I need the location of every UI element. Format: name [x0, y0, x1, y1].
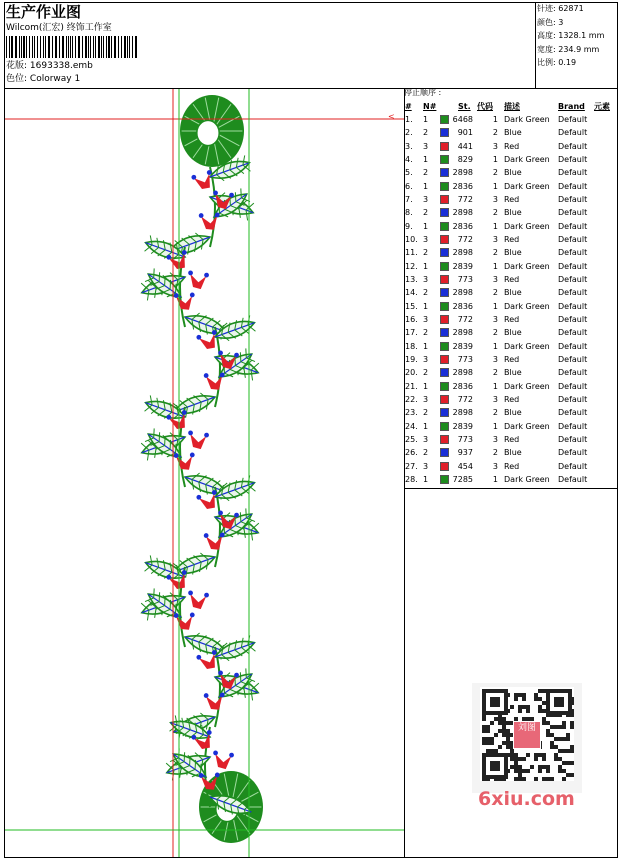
flower-bud	[173, 291, 195, 310]
row-needle: 1	[423, 154, 429, 164]
row-code: 3	[492, 394, 498, 404]
sequence-row	[404, 153, 618, 166]
row-index: 28.	[405, 474, 418, 484]
company-name: Wilcom(汇宏) 终饰工作室	[6, 23, 112, 33]
sequence-row	[404, 353, 618, 366]
sequence-row	[404, 366, 618, 379]
col-header-element: 元素	[594, 102, 610, 111]
color-swatch	[440, 395, 449, 404]
row-code: 3	[492, 461, 498, 471]
row-needle: 2	[423, 288, 429, 298]
row-index: 23.	[405, 408, 418, 418]
row-stitches: 441	[457, 141, 473, 151]
spec-height	[537, 31, 604, 45]
vine-motifs	[139, 95, 263, 843]
sequence-row	[404, 300, 618, 313]
row-description: Dark Green	[504, 181, 550, 191]
row-description: Blue	[504, 328, 522, 338]
barcode	[6, 36, 140, 58]
row-needle: 2	[423, 208, 429, 218]
row-code: 1	[492, 421, 498, 431]
flower-bud	[203, 371, 225, 390]
row-needle: 3	[423, 234, 429, 244]
color-swatch	[440, 448, 449, 457]
row-description: Blue	[504, 168, 522, 178]
row-stitches: 937	[457, 448, 473, 458]
row-brand: Default	[558, 181, 588, 191]
sequence-row	[404, 220, 618, 233]
row-description: Dark Green	[504, 261, 550, 271]
color-swatch	[440, 342, 449, 351]
vine-stem	[215, 647, 220, 727]
row-index: 8.	[405, 208, 413, 218]
row-description: Blue	[504, 248, 522, 258]
color-swatch	[440, 235, 449, 244]
row-code: 3	[492, 141, 498, 151]
qr-center-logo: 刘图	[513, 721, 541, 749]
sequence-row	[404, 420, 618, 433]
row-brand: Default	[558, 234, 588, 244]
row-code: 1	[492, 341, 498, 351]
sequence-row	[404, 393, 618, 406]
row-stitches: 772	[457, 394, 473, 404]
row-stitches: 772	[457, 234, 473, 244]
row-index: 5.	[405, 168, 413, 178]
spec-stitches	[537, 4, 604, 18]
flower-bud	[191, 170, 215, 191]
row-needle: 3	[423, 354, 429, 364]
row-description: Red	[504, 274, 520, 284]
row-description: Red	[504, 354, 520, 364]
sequence-row	[404, 273, 618, 286]
guide-arrow-marker: <	[388, 112, 395, 121]
sequence-row	[404, 433, 618, 446]
row-brand: Default	[558, 248, 588, 258]
row-brand: Default	[558, 141, 588, 151]
row-needle: 1	[423, 115, 429, 124]
sequence-row	[404, 180, 618, 193]
row-description: Blue	[504, 448, 522, 458]
row-code: 1	[492, 381, 498, 391]
color-swatch	[440, 315, 449, 324]
color-swatch	[440, 328, 449, 337]
row-brand: Default	[558, 194, 588, 204]
row-code: 2	[492, 208, 498, 218]
color-swatch	[440, 168, 449, 177]
sequence-row	[404, 166, 618, 179]
row-brand: Default	[558, 354, 588, 364]
row-code: 1	[492, 261, 498, 271]
row-stitches: 829	[457, 154, 473, 164]
embroidery-design	[5, 89, 404, 857]
row-brand: Default	[558, 394, 588, 404]
flower-bud	[198, 211, 220, 230]
row-code: 3	[492, 354, 498, 364]
spec-value: 1328.1 mm	[558, 31, 605, 41]
row-stitches: 2898	[452, 368, 473, 378]
row-brand: Default	[558, 208, 588, 218]
spec-label: 宽度:	[537, 44, 556, 54]
row-brand: Default	[558, 408, 588, 418]
row-stitches: 772	[457, 194, 473, 204]
flower-bud	[203, 531, 225, 550]
color-swatch	[440, 222, 449, 231]
color-swatch	[440, 435, 449, 444]
row-brand: Default	[558, 434, 588, 444]
spec-value: 0.19	[558, 58, 577, 68]
color-swatch	[440, 275, 449, 284]
row-code: 1	[492, 474, 498, 484]
spec-list	[537, 4, 604, 72]
row-code: 2	[492, 368, 498, 378]
row-needle: 1	[423, 341, 429, 351]
row-description: Dark Green	[504, 221, 550, 231]
row-stitches: 2836	[452, 221, 473, 231]
row-code: 1	[492, 115, 498, 124]
sequence-row	[404, 206, 618, 219]
sequence-row	[404, 446, 618, 459]
color-swatch	[440, 182, 449, 191]
col-header-brand: Brand	[558, 102, 585, 111]
sequence-row	[404, 126, 618, 139]
col-header-desc: 描述	[504, 102, 520, 111]
row-stitches: 2839	[452, 341, 473, 351]
row-code: 2	[492, 248, 498, 258]
row-needle: 2	[423, 328, 429, 338]
row-index: 4.	[405, 154, 413, 164]
row-stitches: 2898	[452, 328, 473, 338]
row-code: 1	[492, 154, 498, 164]
row-stitches: 2898	[452, 168, 473, 178]
sequence-row	[404, 406, 618, 419]
row-description: Dark Green	[504, 341, 550, 351]
row-code: 1	[492, 181, 498, 191]
row-code: 3	[492, 314, 498, 324]
row-brand: Default	[558, 368, 588, 378]
row-stitches: 2898	[452, 288, 473, 298]
row-index: 12.	[405, 261, 418, 271]
row-description: Dark Green	[504, 474, 550, 484]
flower-bud	[203, 691, 225, 710]
sequence-row	[404, 140, 618, 153]
row-stitches: 7285	[452, 474, 473, 484]
design-label: 花版:	[6, 61, 28, 71]
row-needle: 1	[423, 261, 429, 271]
row-stitches: 2836	[452, 181, 473, 191]
color-swatch	[440, 115, 449, 124]
row-index: 9.	[405, 221, 413, 231]
row-brand: Default	[558, 461, 588, 471]
row-brand: Default	[558, 221, 588, 231]
row-index: 18.	[405, 341, 418, 351]
row-needle: 3	[423, 461, 429, 471]
colorway-label: 色位:	[6, 74, 28, 84]
row-code: 3	[492, 434, 498, 444]
row-description: Red	[504, 141, 520, 151]
row-needle: 2	[423, 168, 429, 178]
colorway-value: Colorway 1	[29, 74, 81, 84]
row-brand: Default	[558, 154, 588, 164]
row-index: 27.	[405, 461, 418, 471]
row-code: 1	[492, 301, 498, 311]
row-needle: 1	[423, 181, 429, 191]
row-index: 17.	[405, 328, 418, 338]
row-needle: 1	[423, 421, 429, 431]
row-needle: 2	[423, 368, 429, 378]
design-file-value: 1693338.emb	[29, 61, 93, 71]
row-description: Red	[504, 394, 520, 404]
color-swatch	[440, 382, 449, 391]
col-header-st: St.	[458, 102, 471, 111]
rose-motif	[180, 95, 244, 167]
row-index: 10.	[405, 234, 418, 244]
color-swatch	[440, 408, 449, 417]
sequence-title: 停止顺序 :	[404, 88, 442, 97]
color-swatch	[440, 288, 449, 297]
row-brand: Default	[558, 328, 588, 338]
color-swatch	[440, 155, 449, 164]
row-brand: Default	[558, 115, 588, 124]
row-stitches: 2839	[452, 261, 473, 271]
row-index: 1.	[405, 115, 413, 124]
page-title: 生产作业图	[6, 3, 82, 21]
spec-value: 234.9 mm	[558, 44, 600, 54]
row-description: Blue	[504, 128, 522, 138]
row-needle: 2	[423, 128, 429, 138]
row-index: 7.	[405, 194, 413, 204]
row-code: 2	[492, 328, 498, 338]
vine-stem	[215, 327, 220, 407]
row-description: Red	[504, 234, 520, 244]
row-index: 6.	[405, 181, 413, 191]
row-stitches: 454	[457, 461, 473, 471]
row-index: 15.	[405, 301, 418, 311]
color-swatch	[440, 142, 449, 151]
row-index: 16.	[405, 314, 418, 324]
row-description: Blue	[504, 408, 522, 418]
sequence-row	[404, 326, 618, 339]
spec-label: 针迹:	[537, 4, 556, 13]
row-needle: 2	[423, 408, 429, 418]
row-brand: Default	[558, 128, 588, 138]
color-swatch	[440, 302, 449, 311]
sequence-row	[404, 246, 618, 259]
color-swatch	[440, 128, 449, 137]
row-index: 3.	[405, 141, 413, 151]
row-index: 2.	[405, 128, 413, 138]
spec-label: 高度:	[537, 31, 556, 41]
flower-bud	[185, 268, 210, 290]
spec-value: 62871	[558, 4, 584, 13]
flower-bud	[185, 588, 210, 610]
row-needle: 1	[423, 301, 429, 311]
row-description: Red	[504, 314, 520, 324]
row-stitches: 2898	[452, 248, 473, 258]
row-index: 19.	[405, 354, 418, 364]
sequence-row	[404, 313, 618, 326]
row-description: Red	[504, 461, 520, 471]
col-header-n: N#	[423, 102, 437, 111]
row-stitches: 2898	[452, 408, 473, 418]
row-code: 2	[492, 448, 498, 458]
watermark-text: 6xiu.com	[478, 788, 575, 810]
color-swatch	[440, 262, 449, 271]
row-code: 2	[492, 168, 498, 178]
colorway	[6, 74, 80, 85]
vine-stem	[215, 487, 220, 567]
row-needle: 3	[423, 394, 429, 404]
flower-bud	[173, 611, 195, 630]
row-needle: 2	[423, 248, 429, 258]
row-index: 14.	[405, 288, 418, 298]
vine-stem	[210, 167, 215, 247]
row-stitches: 901	[457, 128, 473, 138]
row-description: Dark Green	[504, 301, 550, 311]
spec-scale	[537, 58, 604, 72]
row-brand: Default	[558, 314, 588, 324]
sequence-row	[404, 380, 618, 393]
row-index: 13.	[405, 274, 418, 284]
row-description: Dark Green	[504, 154, 550, 164]
design-file	[6, 61, 93, 72]
color-swatch	[440, 208, 449, 217]
row-brand: Default	[558, 301, 588, 311]
row-description: Blue	[504, 208, 522, 218]
row-brand: Default	[558, 274, 588, 284]
row-description: Blue	[504, 288, 522, 298]
row-index: 26.	[405, 448, 418, 458]
col-header-code: 代码	[477, 102, 493, 111]
sequence-row	[404, 473, 618, 486]
row-code: 2	[492, 288, 498, 298]
spec-value: 3	[558, 17, 564, 27]
row-stitches: 773	[457, 274, 473, 284]
row-code: 2	[492, 128, 498, 138]
row-brand: Default	[558, 448, 588, 458]
row-stitches: 2836	[452, 381, 473, 391]
row-stitches: 2839	[452, 421, 473, 431]
row-stitches: 773	[457, 434, 473, 444]
flower-bud	[173, 451, 195, 470]
sequence-row	[404, 113, 618, 126]
row-stitches: 2898	[452, 208, 473, 218]
row-stitches: 773	[457, 354, 473, 364]
row-code: 2	[492, 408, 498, 418]
row-brand: Default	[558, 168, 588, 178]
color-swatch	[440, 195, 449, 204]
row-description: Red	[504, 194, 520, 204]
row-needle: 3	[423, 194, 429, 204]
row-description: Dark Green	[504, 115, 550, 124]
row-brand: Default	[558, 341, 588, 351]
row-needle: 3	[423, 274, 429, 284]
row-needle: 3	[423, 314, 429, 324]
row-description: Red	[504, 434, 520, 444]
color-swatch	[440, 355, 449, 364]
row-index: 11.	[405, 248, 418, 258]
row-description: Dark Green	[504, 381, 550, 391]
sequence-row	[404, 193, 618, 206]
row-needle: 3	[423, 434, 429, 444]
row-needle: 1	[423, 221, 429, 231]
sequence-row	[404, 460, 618, 473]
sequence-row	[404, 233, 618, 246]
flower-bud	[185, 428, 210, 450]
color-swatch	[440, 422, 449, 431]
row-stitches: 6468	[452, 115, 473, 124]
row-brand: Default	[558, 421, 588, 431]
col-header-num: #	[405, 102, 412, 111]
row-index: 20.	[405, 368, 418, 378]
sequence-row	[404, 260, 618, 273]
row-needle: 1	[423, 381, 429, 391]
spec-width	[537, 45, 604, 59]
color-swatch	[440, 475, 449, 484]
row-brand: Default	[558, 261, 588, 271]
sequence-row	[404, 340, 618, 353]
row-index: 22.	[405, 394, 418, 404]
sequence-row	[404, 286, 618, 299]
row-needle: 3	[423, 141, 429, 151]
row-code: 1	[492, 221, 498, 231]
row-description: Dark Green	[504, 421, 550, 431]
row-needle: 1	[423, 474, 429, 484]
row-description: Blue	[504, 368, 522, 378]
row-brand: Default	[558, 381, 588, 391]
row-index: 25.	[405, 434, 418, 444]
color-swatch	[440, 462, 449, 471]
row-code: 3	[492, 194, 498, 204]
row-stitches: 772	[457, 314, 473, 324]
row-code: 3	[492, 274, 498, 284]
row-needle: 2	[423, 448, 429, 458]
flower-bud	[210, 748, 235, 770]
row-index: 24.	[405, 421, 418, 431]
color-swatch	[440, 248, 449, 257]
color-swatch	[440, 368, 449, 377]
spec-colors	[537, 18, 604, 32]
spec-label: 颜色:	[537, 17, 556, 27]
row-brand: Default	[558, 474, 588, 484]
spec-label: 比例:	[537, 58, 556, 68]
row-code: 3	[492, 234, 498, 244]
row-brand: Default	[558, 288, 588, 298]
row-stitches: 2836	[452, 301, 473, 311]
row-index: 21.	[405, 381, 418, 391]
